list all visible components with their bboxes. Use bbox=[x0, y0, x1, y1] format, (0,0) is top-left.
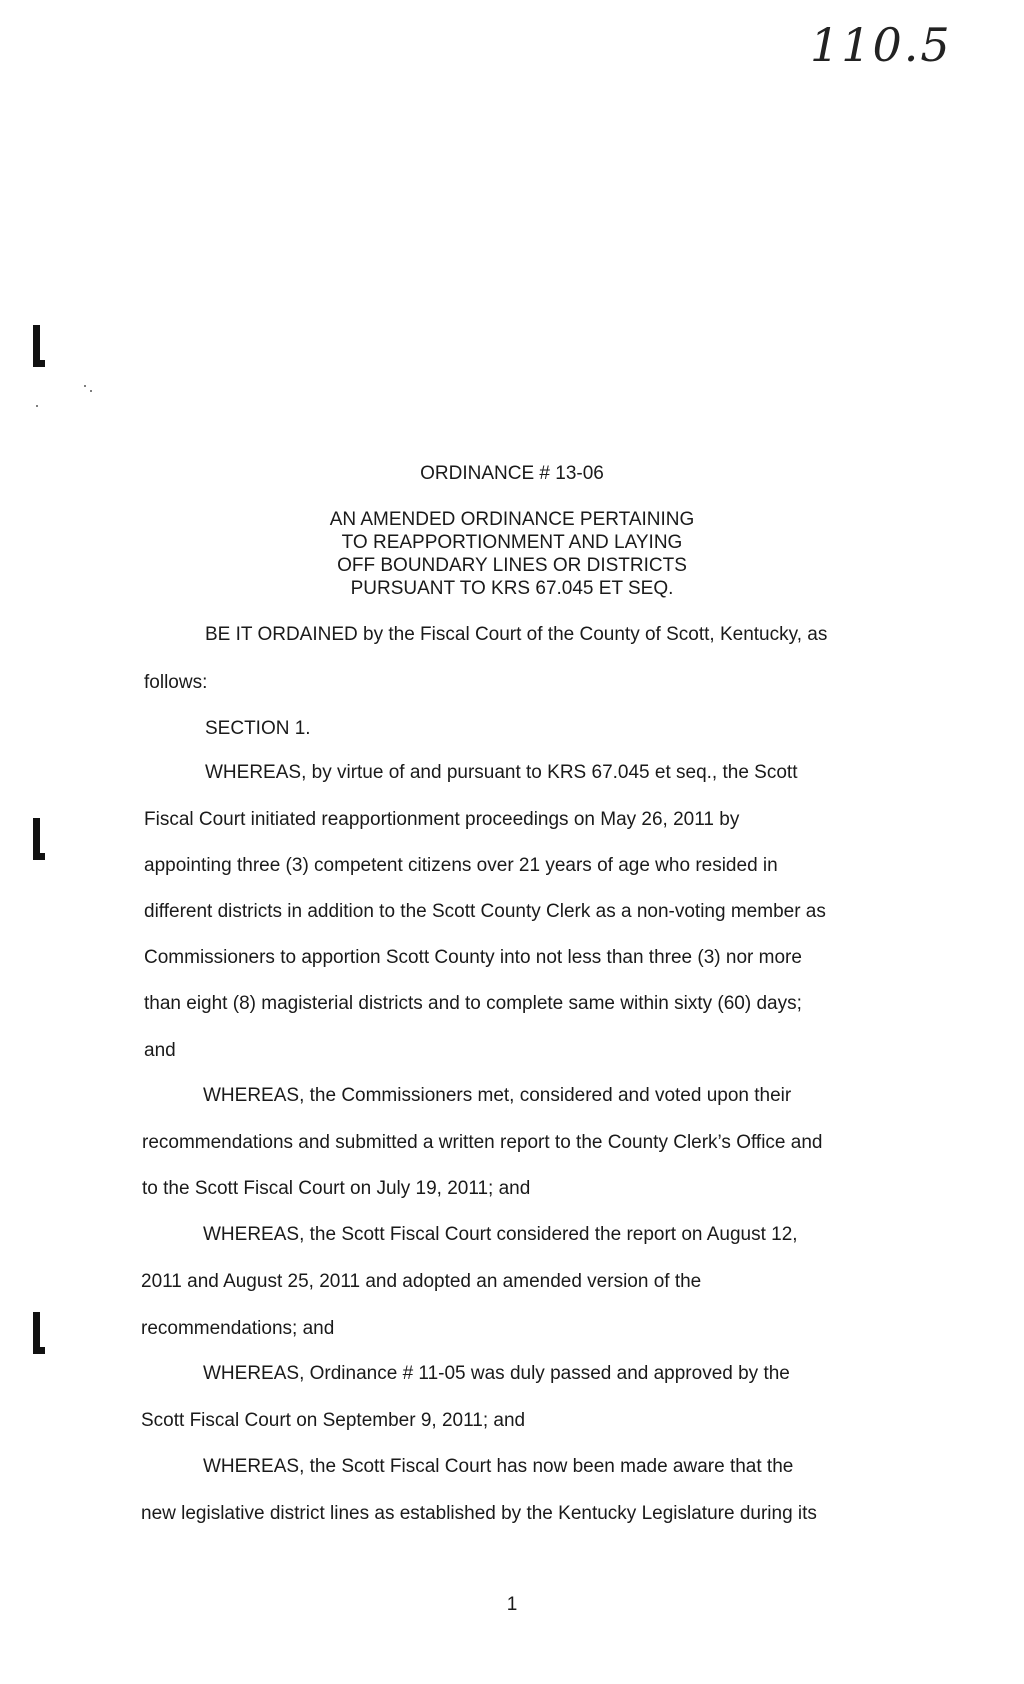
binder-mark-icon bbox=[33, 1312, 45, 1354]
scan-speck bbox=[36, 405, 38, 407]
title-line: OFF BOUNDARY LINES OR DISTRICTS bbox=[337, 555, 687, 576]
body-line: WHEREAS, the Scott Fiscal Court has now been made aware that the bbox=[203, 1456, 794, 1477]
body-line: WHEREAS, Ordinance # 11-05 was duly passed and approved by the bbox=[203, 1363, 790, 1384]
body-line: Fiscal Court initiated reapportionment proceedings on May 26, 2011 by bbox=[144, 809, 740, 830]
body-line: and bbox=[144, 1040, 176, 1061]
page-number: 1 bbox=[506, 1594, 518, 1615]
title-line: TO REAPPORTIONMENT AND LAYING bbox=[341, 532, 683, 553]
title-line: AN AMENDED ORDINANCE PERTAINING bbox=[329, 509, 695, 530]
body-line: Commissioners to apportion Scott County into not less than three (3) nor more bbox=[144, 947, 802, 968]
body-line: new legislative district lines as established by the Kentucky Legislature during its bbox=[141, 1503, 817, 1524]
preamble-line: follows: bbox=[144, 672, 208, 693]
body-line: 2011 and August 25, 2011 and adopted an amended version of the bbox=[141, 1271, 702, 1292]
body-line: different districts in addition to the Scott County Clerk as a non-voting member as bbox=[144, 901, 826, 922]
body-line: appointing three (3) competent citizens over 21 years of age who resided in bbox=[144, 855, 778, 876]
body-line: recommendations; and bbox=[141, 1318, 335, 1339]
body-line: to the Scott Fiscal Court on July 19, 2011; and bbox=[142, 1178, 531, 1199]
body-line: WHEREAS, the Scott Fiscal Court considered the report on August 12, bbox=[203, 1224, 798, 1245]
body-line: recommendations and submitted a written report to the County Clerk’s Office and bbox=[142, 1132, 823, 1153]
body-line: WHEREAS, the Commissioners met, considered and voted upon their bbox=[203, 1085, 792, 1106]
title-line: PURSUANT TO KRS 67.045 ET SEQ. bbox=[350, 578, 674, 599]
binder-mark-icon bbox=[33, 325, 45, 367]
binder-mark-icon bbox=[33, 818, 45, 860]
ordinance-number: ORDINANCE # 13-06 bbox=[420, 463, 604, 484]
body-line: Scott Fiscal Court on September 9, 2011; and bbox=[141, 1410, 526, 1431]
section-heading: SECTION 1. bbox=[205, 718, 311, 739]
scan-speck bbox=[90, 390, 92, 392]
scan-speck bbox=[84, 385, 86, 387]
preamble-line: BE IT ORDAINED by the Fiscal Court of the County of Scott, Kentucky, as bbox=[205, 624, 828, 645]
handwritten-mark: 110.5 bbox=[810, 18, 952, 72]
body-line: than eight (8) magisterial districts and to complete same within sixty (60) days; bbox=[144, 993, 802, 1014]
body-line: WHEREAS, by virtue of and pursuant to KRS 67.045 et seq., the Scott bbox=[205, 762, 798, 783]
